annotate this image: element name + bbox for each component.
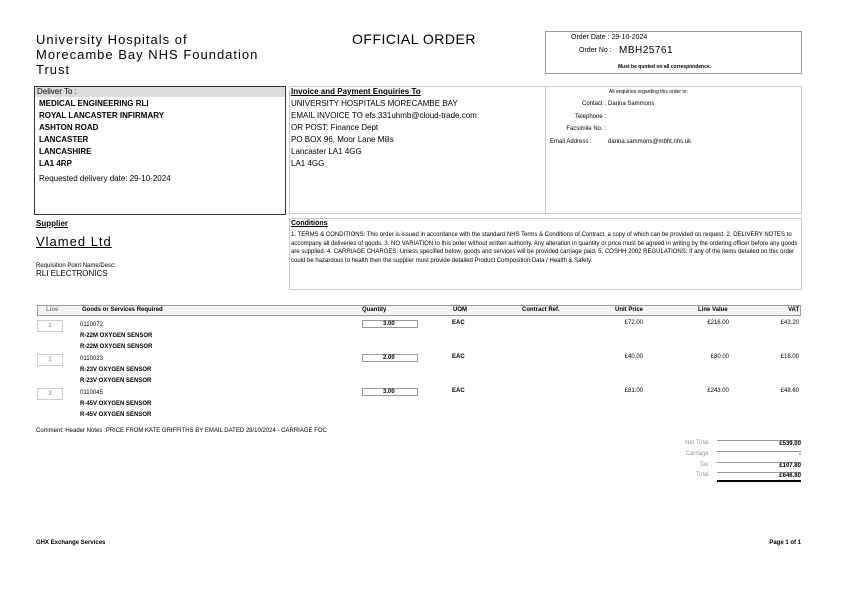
telephone-label: Telephone : <box>574 114 606 120</box>
row-line-value: £216.00 <box>707 320 729 326</box>
carriage-value: - <box>717 451 801 458</box>
col-contract: Contract Ref. <box>522 307 560 313</box>
order-comment: Comment: Header Notes :PRICE FROM KATE GRIFFITHS BY EMAIL DATED 28/10/2024 - CARRIAGE FOC <box>36 428 327 434</box>
org-name-line-2: Morecambe Bay NHS Foundation <box>36 47 259 62</box>
row-vat: £48.60 <box>780 388 799 394</box>
email-label: Email Address : <box>550 139 592 145</box>
tax-label: Tax : <box>699 462 712 468</box>
conditions-text: 1. TERMS & CONDITIONS: This order is issued in accordance with the standard NHS Terms & Conditions of Contract, a copy of which can be provided on request. 2. DELIVERY NOTES to accompany all deliveries of goods. 3. NO VARIATION to this order without written authority. Any alteration in quantity or price must be agreed in writing by the ordering officer before any goods are supplied. 4. CARRIAGE CHARGES: Unless specified below, goods and services will be provided carriage paid. 5. COSHH 2002 REGULATIONS: If any of the items detailed on this order could be hazardous to health then the supplier must provide detailed Product Composition Data / Health & Safety. <box>291 232 798 264</box>
row-quantity: 2.00 <box>362 354 418 362</box>
row-unit-price: £72.00 <box>624 320 643 326</box>
row-goods <box>80 320 152 353</box>
order-number: MBH25761 <box>619 45 674 56</box>
page-number: Page 1 of 1 <box>769 540 801 546</box>
contact-label: Contact : <box>581 101 606 107</box>
row-line-number: 1 <box>37 320 63 332</box>
quote-note: Must be quoted on all correspondence. <box>618 64 712 70</box>
row-line-number: 2 <box>37 354 63 366</box>
deliver-line: ASHTON ROAD <box>39 123 99 132</box>
email-value: darina.sammons@mbht.nhs.uk <box>608 139 692 145</box>
col-quantity: Quantity <box>362 307 387 313</box>
invoice-box <box>289 86 546 214</box>
row-line-number: 3 <box>37 388 63 400</box>
col-uom: UOM <box>453 307 467 313</box>
order-info-box <box>545 31 802 74</box>
table-row <box>37 320 801 352</box>
row-vat: £43.20 <box>780 320 799 326</box>
invoice-line: OR POST: Finance Dept <box>291 123 379 132</box>
row-code: 0110023 <box>80 356 103 362</box>
row-desc: R-45V OXYGEN SENSOR <box>80 401 152 407</box>
requisition-label: Requisition Point Name/Desc: <box>36 263 116 269</box>
row-line-value: £243.00 <box>707 388 729 394</box>
row-quantity: 3.00 <box>362 320 418 328</box>
col-unit-price: Unit Price <box>615 307 644 313</box>
contact-box <box>545 86 802 214</box>
row-code: 0110045 <box>80 390 103 396</box>
col-goods: Goods or Services Required <box>82 307 163 313</box>
col-line: Line <box>46 307 59 313</box>
invoice-line: UNIVERSITY HOSPITALS MORECAMBE BAY <box>291 99 458 108</box>
requisition-value: RLI ELECTRONICS <box>36 269 108 278</box>
deliver-to-label: Deliver To : <box>35 87 285 97</box>
row-unit-price: £40.00 <box>624 354 643 360</box>
row-desc: R-22M OXYGEN SENSOR <box>80 333 153 339</box>
footer-provider: GHX Exchange Services <box>36 540 106 546</box>
conditions-box <box>289 218 802 290</box>
total-label: Total : <box>695 472 712 478</box>
invoice-address <box>291 98 477 170</box>
table-row <box>37 354 801 386</box>
row-vat: £16.00 <box>780 354 799 360</box>
carriage-label: Carriage : <box>685 451 712 457</box>
contact-name: Darina Sammons <box>608 101 655 107</box>
deliver-to-box <box>34 86 286 215</box>
table-header <box>37 305 801 316</box>
tax-value: £107.80 <box>717 462 801 469</box>
deliver-line: ROYAL LANCASTER INFIRMARY <box>39 111 165 120</box>
deliver-line: LANCASHIRE <box>39 147 92 156</box>
col-line-value: Line Value <box>698 307 728 313</box>
total-value: £646.80 <box>717 472 801 482</box>
conditions-label: Conditions <box>291 220 328 227</box>
row-desc: R-23V OXYGEN SENSOR <box>80 378 152 384</box>
row-quantity: 3.00 <box>362 388 418 396</box>
row-uom: EAC <box>452 388 465 394</box>
deliver-line: MEDICAL ENGINEERING RLI <box>39 99 149 108</box>
requested-delivery-date: Requested delivery date: 29-10-2024 <box>39 174 171 183</box>
invoice-line: Lancaster LA1 4GG <box>291 147 362 156</box>
row-desc: R-23V OXYGEN SENSOR <box>80 367 152 373</box>
org-name-line-1: University Hospitals of <box>36 32 188 47</box>
row-desc: R-45V OXYGEN SENSOR <box>80 412 152 418</box>
invoice-line: LA1 4GG <box>291 159 325 168</box>
supplier-name: Vlamed Ltd <box>36 234 112 249</box>
row-line-value: £80.00 <box>710 354 729 360</box>
invoice-line: PO BOX 96, Moor Lane Mills <box>291 135 394 144</box>
row-code: 0110072 <box>80 322 103 328</box>
row-uom: EAC <box>452 320 465 326</box>
order-date: Order Date : 29-10-2024 <box>571 34 648 41</box>
order-no-label: Order No : <box>579 47 612 54</box>
row-goods <box>80 354 151 387</box>
deliver-line: LANCASTER <box>39 135 89 144</box>
document-title: OFFICIAL ORDER <box>352 31 476 47</box>
col-vat: VAT <box>788 307 800 313</box>
row-unit-price: £81.00 <box>624 388 643 394</box>
net-total-value: £539.00 <box>717 440 801 447</box>
enquiries-note: All enquiries regarding this order to: <box>609 89 688 95</box>
org-name-line-3: Trust <box>36 62 71 77</box>
deliver-address <box>39 98 164 170</box>
row-desc: R-22M OXYGEN SENSOR <box>80 344 153 350</box>
supplier-label: Supplier <box>36 219 69 228</box>
invoice-label: Invoice and Payment Enquiries To <box>291 87 421 96</box>
fax-label: Facsimile No. : <box>566 126 606 132</box>
table-row <box>37 388 801 420</box>
net-total-label: Net Total : <box>685 440 712 446</box>
row-goods <box>80 388 151 421</box>
row-uom: EAC <box>452 354 465 360</box>
invoice-line: EMAIL INVOICE TO efs.331uhmb@cloud-trade.com <box>291 111 477 120</box>
deliver-line: LA1 4RP <box>39 159 72 168</box>
